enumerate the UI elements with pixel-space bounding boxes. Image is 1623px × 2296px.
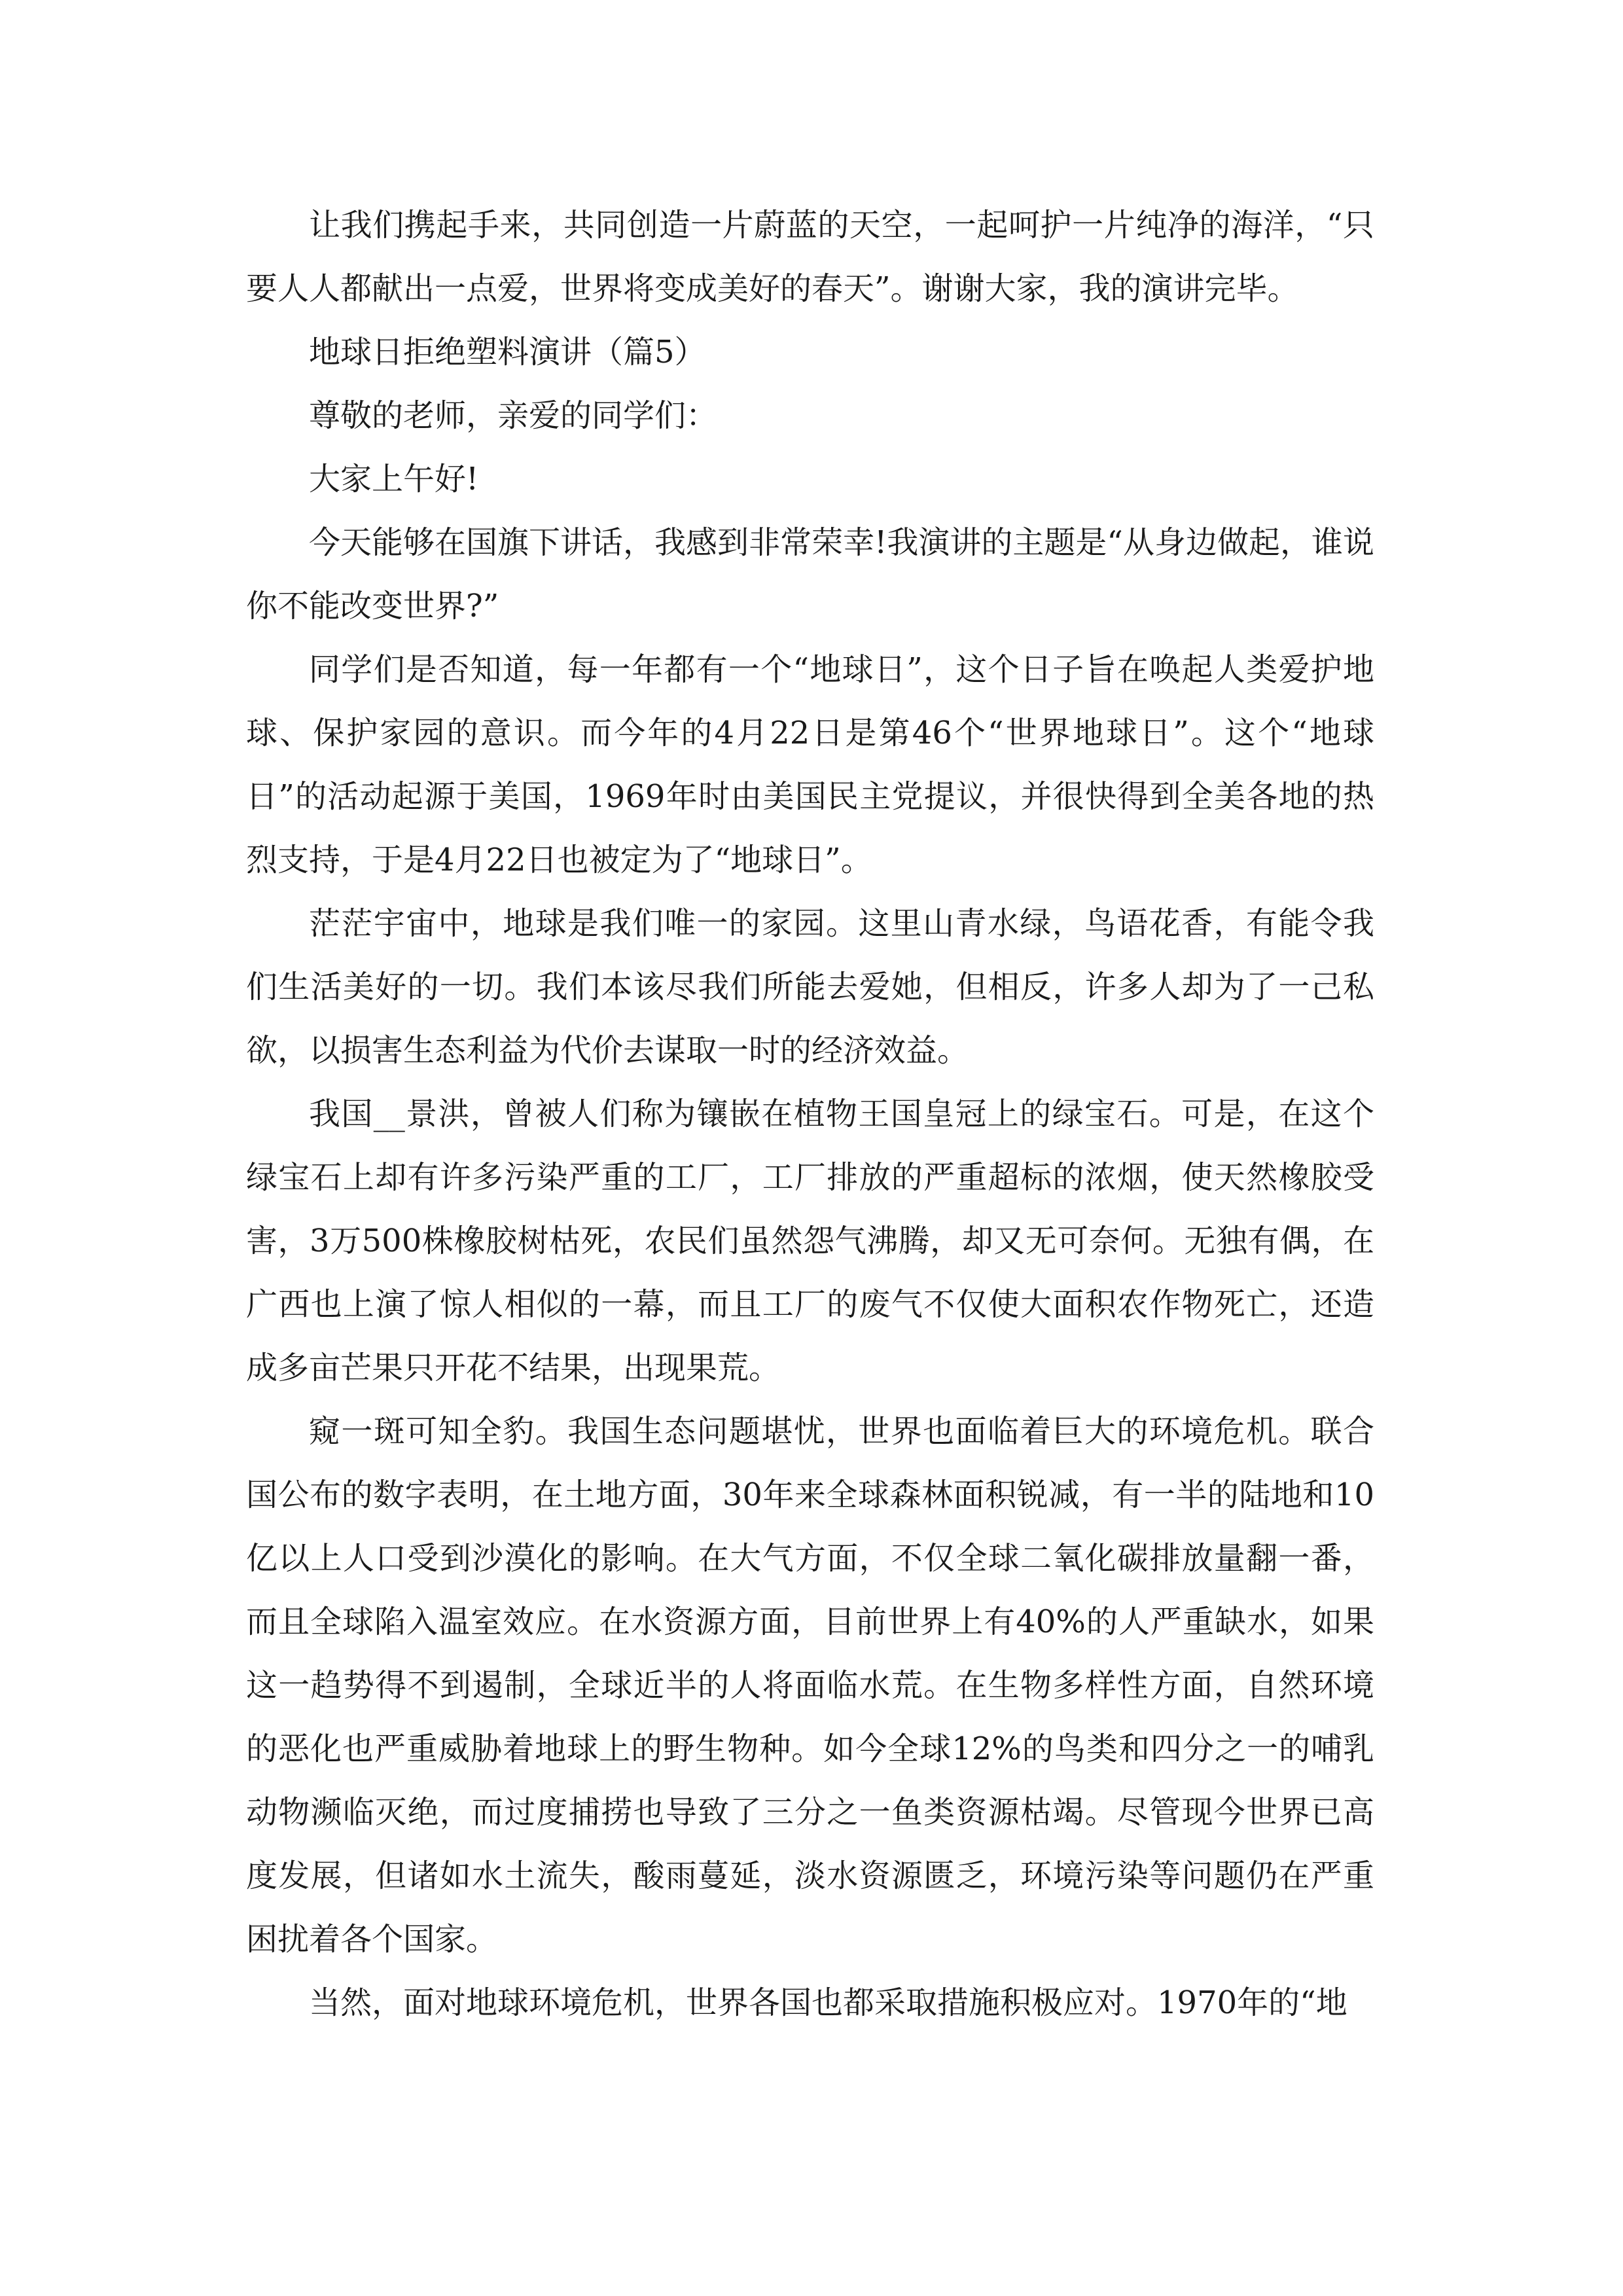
intro-paragraph: 今天能够在国旗下讲话，我感到非常荣幸!我演讲的主题是“从身边做起，谁说你不能改变世界?” <box>246 524 1374 624</box>
pollution-paragraph: 我国__景洪，曾被人们称为镶嵌在植物王国皇冠上的绿宝石。可是，在这个绿宝石上却有许多污染严重的工厂，工厂排放的严重超标的浓烟，使天然橡胶受害，3万500株橡胶树枯死，农民们虽然怨气沸腾，却又无可奈何。无独有偶，在广西也上演了惊人相似的一幕，而且工厂的废气不仅使大面积农作物死亡，还造成多亩芒果只开花不结果，出现果荒。 <box>246 1096 1374 1386</box>
closing-paragraph: 让我们携起手来，共同创造一片蔚蓝的天空，一起呵护一片纯净的海洋，“只要人人都献出一点爱，世界将变成美好的春天”。谢谢大家，我的演讲完毕。 <box>246 207 1374 307</box>
greeting: 大家上午好! <box>309 461 479 497</box>
crisis-paragraph: 窥一斑可知全豹。我国生态问题堪忧，世界也面临着巨大的环境危机。联合国公布的数字表明，在土地方面，30年来全球森林面积锐减，有一半的陆地和10亿以上人口受到沙漠化的影响。在大气方面，不仅全球二氧化碳排放量翻一番，而且全球陷入温室效应。在水资源方面，目前世界上有40%的人严重缺水，如果这一趋势得不到遏制，全球近半的人将面临水荒。在生物多样性方面，自然环境的恶化也严重威胁着地球上的野生物种。如今全球12%的鸟类和四分之一的哺乳动物濒临灭绝，而过度捕捞也导致了三分之一鱼类资源枯竭。尽管现今世界已高度发展，但诸如水土流失，酸雨蔓延，淡水资源匮乏，环境污染等问题仍在严重困扰着各个国家。 <box>246 1413 1374 1958</box>
response-paragraph: 当然，面对地球环境危机，世界各国也都采取措施积极应对。1970年的“地 <box>309 1984 1347 2021</box>
document-body <box>246 194 1374 2035</box>
home-paragraph: 茫茫宇宙中，地球是我们唯一的家园。这里山青水绿，鸟语花香，有能令我们生活美好的一切。我们本该尽我们所能去爱她，但相反，许多人却为了一己私欲，以损害生态利益为代价去谋取一时的经济效益。 <box>246 905 1374 1069</box>
salutation: 尊敬的老师，亲爱的同学们： <box>309 397 718 434</box>
earth-day-paragraph: 同学们是否知道，每一年都有一个“地球日”，这个日子旨在唤起人类爱护地球、保护家园的意识。而今年的4月22日是第46个“世界地球日”。这个“地球日”的活动起源于美国，1969年时由美国民主党提议，并很快得到全美各地的热烈支持，于是4月22日也被定为了“地球日”。 <box>246 651 1374 878</box>
section-heading: 地球日拒绝塑料演讲（篇5） <box>309 334 706 370</box>
